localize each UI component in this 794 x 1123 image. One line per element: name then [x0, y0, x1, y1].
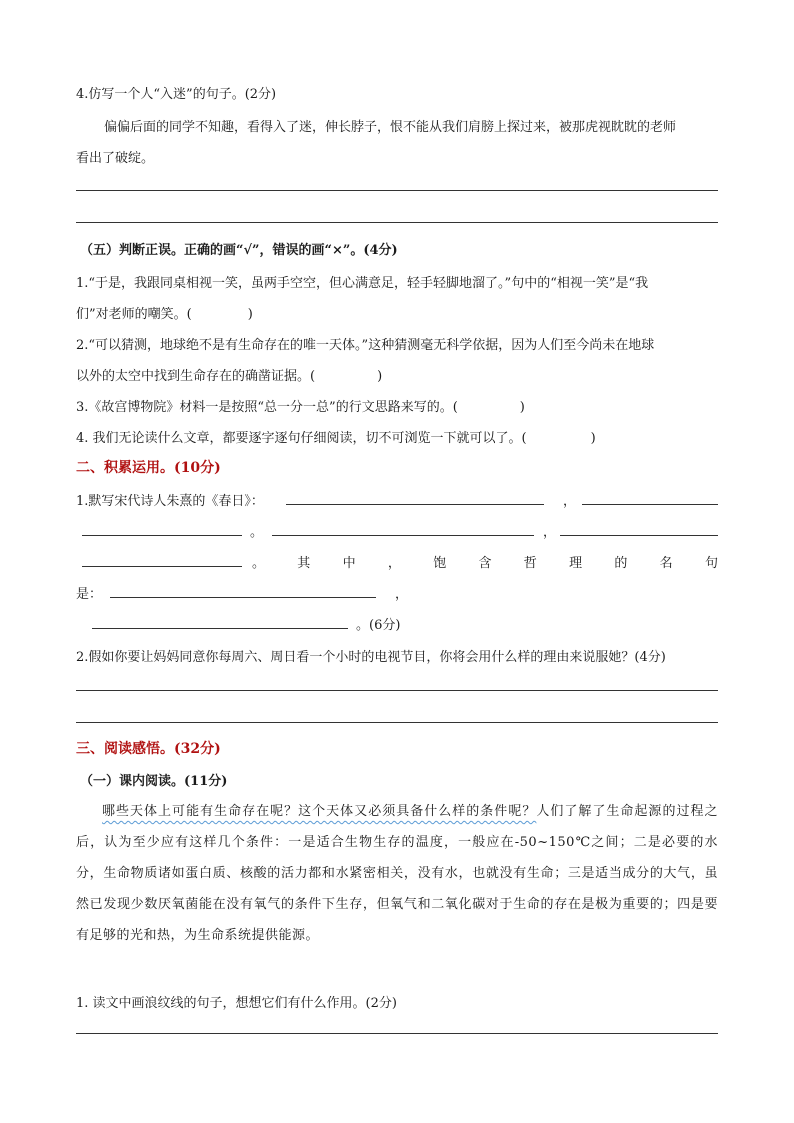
- spread-char-8: 的: [614, 556, 628, 571]
- comma-1: ，: [563, 494, 577, 509]
- judge-item4: [76, 427, 596, 446]
- q2-answer-line-1[interactable]: [76, 690, 718, 691]
- poem-blank-2[interactable]: [582, 504, 718, 505]
- judge-item2-line1: 2.“可以猜测，地球绝不是有生命存在的唯一天体。”这种猜测毫无科学依据，因为人们至今尚未在地球: [76, 338, 655, 353]
- judge-item2-close: ): [377, 369, 383, 384]
- judge-item1-line1: 1.“于是，我跟同桌相视一笑，虽两手空空，但心满意足，轻手轻脚地溜了。”句中的“相视一笑”是“我: [76, 276, 649, 291]
- q4-answer-line-2[interactable]: [76, 222, 718, 223]
- end-score: 。(6分): [356, 618, 401, 633]
- judge-item1-close: ): [247, 307, 253, 322]
- poem-blank-8[interactable]: [92, 628, 348, 629]
- section3-q1: 1. 读文中画浪纹线的句子，想想它们有什么作用。(2分): [76, 996, 397, 1011]
- poem-blank-7[interactable]: [110, 597, 376, 598]
- spread-char-6: 哲: [523, 556, 537, 571]
- q4-title: 4.仿写一个人“入迷”的句子。(2分): [76, 87, 277, 102]
- spread-char-5: 含: [478, 556, 492, 571]
- q4-example-line2: 看出了破绽。: [76, 151, 155, 166]
- q4-example-line1: 偏偏后面的同学不知趣，看得入了迷，伸长脖子，恨不能从我们肩膀上探过来，被那虎视眈眈的老师: [104, 120, 677, 135]
- section3-heading: 三、阅读感悟。(32分): [76, 741, 221, 757]
- comma-3: ，: [395, 587, 409, 602]
- judge-item1-text: 们”对老师的嘲笑。(: [76, 307, 192, 322]
- section3-subheading: （一）课内阅读。(11分): [80, 774, 228, 789]
- poem-blank-1[interactable]: [286, 504, 544, 505]
- spread-char-9: 名: [659, 556, 673, 571]
- reading-passage: [76, 796, 718, 951]
- wavy-sentence: 哪些天体上可能有生命存在呢？这个天体又必须具备什么样的条件呢？: [102, 804, 537, 819]
- spread-char-0: 。: [252, 556, 266, 571]
- judge-item4-text: 4. 我们无论读什么文章，都要逐字逐句仔细阅读，切不可浏览一下就可以了。(: [76, 431, 527, 446]
- spread-char-10: 句: [704, 556, 718, 571]
- spread-char-7: 理: [569, 556, 583, 571]
- judge-heading: （五）判断正误。正确的画“√”，错误的画“×”。(4分): [80, 243, 398, 258]
- section2-heading: 二、积累运用。(10分): [76, 460, 221, 476]
- poem-blank-4[interactable]: [272, 535, 534, 536]
- spread-char-3: ，: [387, 556, 401, 571]
- passage-rest: 人们了解了生命起源的过程之后，认为至少应有这样几个条件：一是适合生物生存的温度，一般应在-50~150℃之间；二是必要的水分，生命物质诸如蛋白质、核酸的活力都和水紧密相关，没有水，也就没有生命；三是适当成分的大气，虽然已发现少数厌氧菌能在没有氧气的条件下生存，但氧气和二氧化碳对于生命的存在是极为重要的；四是要有足够的光和热，为生命系统提供能源。: [76, 804, 718, 943]
- q4-answer-line-1[interactable]: [76, 190, 718, 191]
- poem-blank-3[interactable]: [82, 535, 242, 536]
- judge-item3: [76, 396, 525, 415]
- comma-2: ，: [543, 525, 557, 540]
- judge-item3-close: ): [519, 400, 525, 415]
- spread-char-4: 饱: [433, 556, 447, 571]
- judge-item3-text: 3.《故宫博物院》材料一是按照“总一分一总”的行文思路来写的。(: [76, 400, 458, 415]
- judge-item4-close: ): [590, 431, 596, 446]
- judge-item2-line2: [76, 365, 382, 384]
- section2-q1-label: 1.默写宋代诗人朱熹的《春日》：: [76, 494, 264, 509]
- section2-q2: 2.假如你要让妈妈同意你每周六、周日看一个小时的电视节目，你将会用什么样的理由来说服她？(4分): [76, 650, 666, 665]
- spread-char-1: 其: [297, 556, 311, 571]
- spread-line: [252, 552, 718, 571]
- is-label: 是：: [76, 587, 103, 602]
- poem-blank-6[interactable]: [82, 566, 242, 567]
- judge-item2-text: 以外的太空中找到生命存在的确凿证据。(: [76, 369, 316, 384]
- judge-item1-line2: [76, 303, 253, 322]
- section3-q1-answer-line[interactable]: [76, 1033, 718, 1034]
- spread-char-2: 中: [342, 556, 356, 571]
- q2-answer-line-2[interactable]: [76, 722, 718, 723]
- period-1: 。: [250, 525, 264, 540]
- poem-blank-5[interactable]: [560, 535, 718, 536]
